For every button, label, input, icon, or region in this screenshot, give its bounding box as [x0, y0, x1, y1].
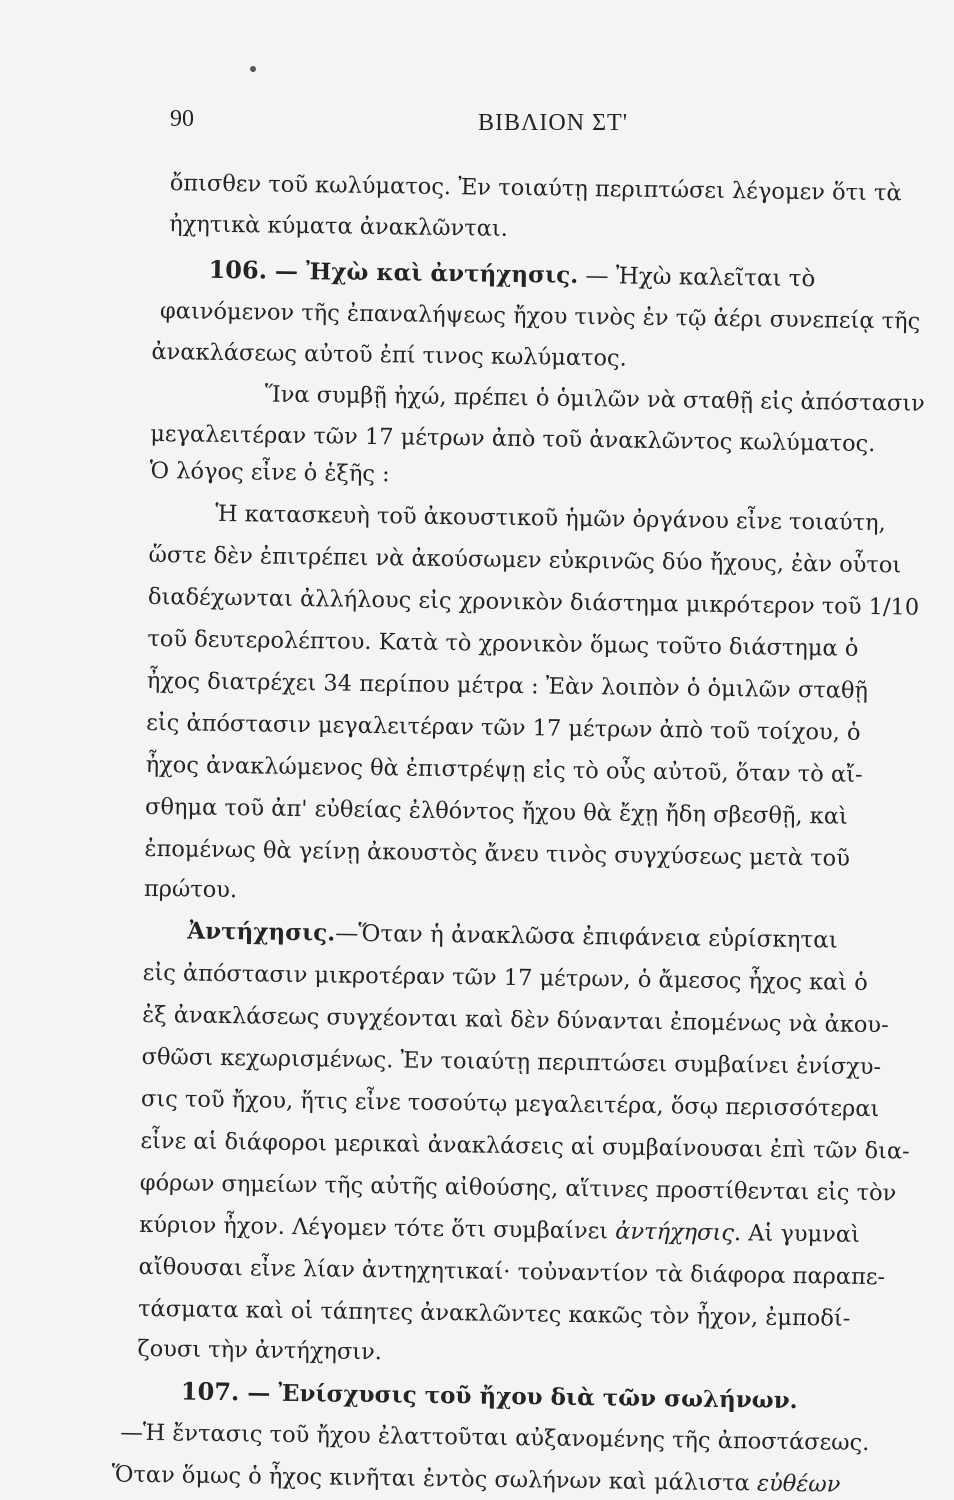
section-title: — Ἐνίσχυσις τοῦ ἤχου διὰ τῶν σωλήνων.: [239, 1379, 798, 1415]
page-number: 90: [170, 106, 194, 132]
section-number: 106.: [208, 254, 268, 285]
text-line: ἦχος διατρέχει 34 περίπου μέτρα : Ἐὰν λοιπὸν ὁ ὁμιλῶν σταθῇ: [146, 667, 869, 704]
text-line: κύριον ἦχον. Λέγομεν τότε ὅτι συμβαίνει ἀντήχησις. Αἱ γυμναὶ: [139, 1211, 861, 1248]
text-line: τοῦ δευτερολέπτου. Κατὰ τὸ χρονικὸν ὅμως τοῦτο διάστημα ὁ: [147, 625, 859, 662]
text-line: Ἵνα συμβῇ ἠχώ, πρέπει ὁ ὁμιλῶν νὰ σταθῇ εἰς ἀπόστασιν: [264, 381, 925, 417]
text-line: φαινόμενον τῆς ἐπαναλήψεως ἤχου τινὸς ἐν τῷ ἀέρι συνεπείᾳ τῆς: [159, 298, 921, 335]
text-line: μεγαλειτέραν τῶν 17 μέτρων ἀπὸ τοῦ ἀνακλῶντος κωλύματος.: [150, 420, 876, 458]
emphasized-term: ἀντήχησις: [607, 1218, 735, 1247]
text-line: εἰς ἀπόστασιν μεγαλειτέραν τῶν 17 μέτρων ἀπὸ τοῦ τοίχου, ὁ: [146, 709, 861, 746]
text-line: τάσματα καὶ οἱ τάπητες ἀνακλῶντες κακῶς τὸν ἦχον, ἐμποδί-: [137, 1295, 851, 1332]
text-line: σθημα τοῦ ἀπ' εὐθείας ἐλθόντος ἤχου θὰ ἔχῃ ἤδη σβεσθῇ, καὶ: [144, 793, 849, 830]
section-title: Ἀντήχησις.: [187, 917, 336, 947]
text-line: διαδέχωνται ἀλλήλους εἰς χρονικὸν διάστημα μικρότερον τοῦ 1/10: [147, 583, 920, 621]
text-line: εἰς ἀπόστασιν μικροτέραν τῶν 17 μέτρων, ὁ ἄμεσος ἦχος καὶ ὁ: [142, 959, 868, 996]
text-line: ὄπισθεν τοῦ κωλύματος. Ἐν τοιαύτῃ περιπτώσει λέγομεν ὅτι τὰ: [169, 170, 902, 207]
text-line: ἦχος ἀνακλώμενος θὰ ἐπιστρέψῃ εἰς τὸ οὖς αὐτοῦ, ὅταν τὸ αἴ-: [145, 751, 863, 788]
emphasized-term: εὐθέων: [749, 1470, 841, 1498]
text-line: εἶνε αἱ διάφοροι μερικαὶ ἀνακλάσεις αἱ συμβαίνουσαι ἐπὶ τῶν δια-: [140, 1127, 910, 1165]
text-line: ὥστε δὲν ἐπιτρέπει νὰ ἀκούσωμεν εὐκρινῶς δύο ἤχους, ἐὰν οὗτοι: [148, 541, 902, 579]
text-line: —Ἡ ἔντασις τοῦ ἤχου ἐλαττοῦται αὐξανομένης τῆς ἀποστάσεως.: [120, 1419, 870, 1457]
text-line: ζουσι τὴν ἀντήχησιν.: [137, 1335, 383, 1366]
running-head: ΒΙΒΛΙΟΝ ΣΤ': [478, 110, 629, 136]
section-106-heading: 106. — Ἠχὼ καὶ ἀντήχησις. — Ἠχὼ καλεῖται τὸ: [208, 254, 816, 293]
section-107-heading: [181, 1376, 798, 1416]
text-line: αἴθουσαι εἶνε λίαν ἀντηχητικαί· τοὐναντίον τὰ διάφορα παραπε-: [138, 1253, 886, 1291]
body-text: [111, 168, 940, 1498]
section-number: 107.: [180, 1376, 240, 1407]
text-line: φόρων σημείων τῆς αὐτῆς αἰθούσης, αἵτινες προστίθενται εἰς τὸν: [139, 1169, 897, 1207]
text-line: πρώτου.: [143, 875, 238, 904]
text-line: ἠχητικὰ κύματα ἀνακλῶνται.: [169, 211, 509, 242]
text-line: σις τοῦ ἤχου, ἥτις εἶνε τοσούτῳ μεγαλειτέρα, ὅσῳ περισσότεραι: [140, 1085, 880, 1123]
page-header: [0, 100, 954, 140]
text-line: ἐπομένως θὰ γείνῃ ἀκουστὸς ἄνευ τινὸς συγχύσεως μετὰ τοῦ: [144, 835, 851, 872]
text-line: σθῶσι κεχωρισμένως. Ἐν τοιαύτῃ περιπτώσει συμβαίνει ἐνίσχυ-: [141, 1043, 882, 1081]
text-line: Ἡ κατασκευὴ τοῦ ἀκουστικοῦ ἡμῶν ὀργάνου εἶνε τοιαύτη,: [214, 500, 886, 537]
text-line: ἀνακλάσεως αὐτοῦ ἐπί τινος κωλύματος.: [151, 338, 627, 372]
section-title: — Ἠχὼ καὶ ἀντήχησις.: [266, 257, 579, 289]
ink-speck: [250, 66, 256, 72]
text-line: Ὅταν ὅμως ὁ ἦχος κινῆται ἐντὸς σωλήνων καὶ μάλιστα εὐθέων: [111, 1461, 841, 1498]
text-line: Ὁ λόγος εἶνε ὁ ἑξῆς :: [149, 457, 390, 488]
antichisis-heading: Ἀντήχησις.—Ὅταν ἡ ἀνακλῶσα ἐπιφάνεια εὑρίσκηται: [187, 917, 838, 954]
text-line: ἐξ ἀνακλάσεως συγχέονται καὶ δὲν δύνανται ἐπομένως νὰ ἀκου-: [141, 1001, 889, 1039]
